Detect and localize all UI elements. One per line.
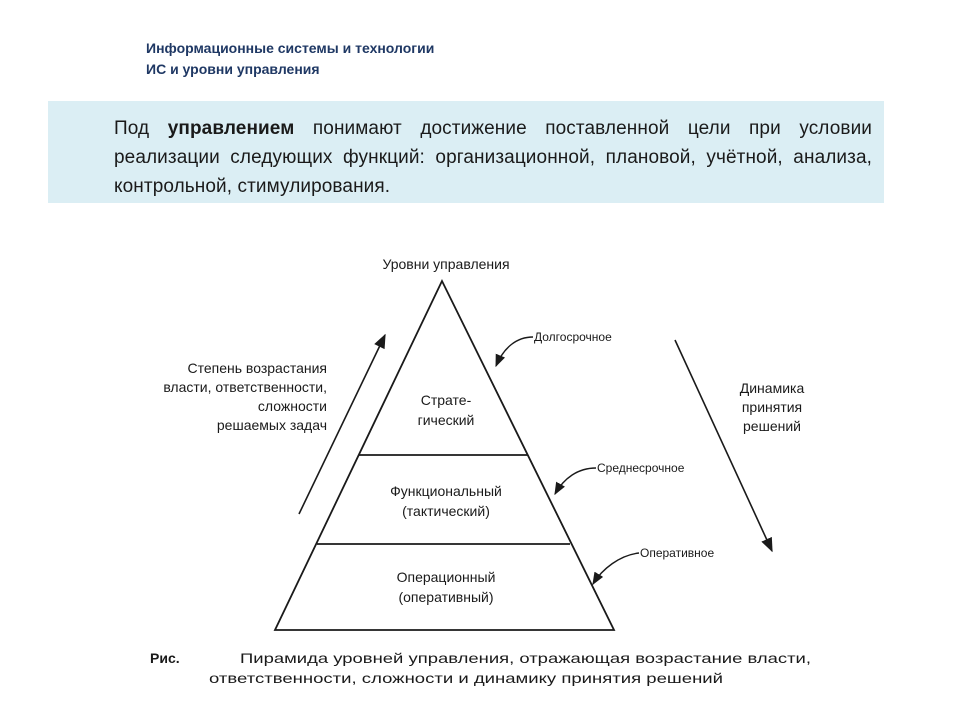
diagram-title: Уровни управления: [382, 256, 510, 272]
figure-caption-line1: Пирамида уровней управления, отражающая возрастание власти,: [240, 650, 811, 666]
right-note-line2: принятия: [741, 399, 803, 415]
decision-dynamics-arrow: [675, 340, 772, 551]
left-note-line3: сложности: [257, 398, 327, 414]
definition-lead: Под: [114, 118, 150, 139]
right-note-line3: решений: [743, 418, 801, 434]
right-note-line1: Динамика: [739, 380, 805, 396]
definition-term: управлением: [167, 118, 295, 139]
left-note-line2: власти, ответственности,: [163, 379, 327, 395]
level-strategic-line1: Страте-: [420, 392, 472, 408]
horizon-operational-pointer: [593, 553, 639, 584]
definition-body: понимают достижение поставленной цели при условии реализации следующих функций: организационной, плановой, учётной, анализа, контрольной, стимулирования.: [114, 118, 872, 197]
course-title: Информационные системы и технологии: [146, 40, 435, 56]
level-operational-line1: Операционный: [396, 569, 496, 585]
level-strategic-line2: гический: [417, 412, 475, 428]
level-operational-line2: (оперативный): [398, 589, 494, 605]
horizon-long-term: Долгосрочное: [534, 330, 612, 344]
horizon-medium-term-pointer: [555, 468, 596, 494]
left-note-line1: Степень возрастания: [187, 360, 327, 376]
figure-caption-line2: ответственности, сложности и динамику принятия решений: [209, 670, 723, 686]
figure-caption-label: Рис.: [150, 650, 180, 666]
level-functional-line1: Функциональный: [390, 483, 502, 499]
horizon-operational: Оперативное: [640, 546, 715, 560]
topic-title: ИС и уровни управления: [146, 61, 320, 77]
level-functional-line2: (тактический): [402, 503, 490, 519]
horizon-medium-term: Среднесрочное: [597, 461, 685, 475]
horizon-long-term-pointer: [496, 337, 533, 366]
left-note-line4: решаемых задач: [216, 417, 327, 433]
